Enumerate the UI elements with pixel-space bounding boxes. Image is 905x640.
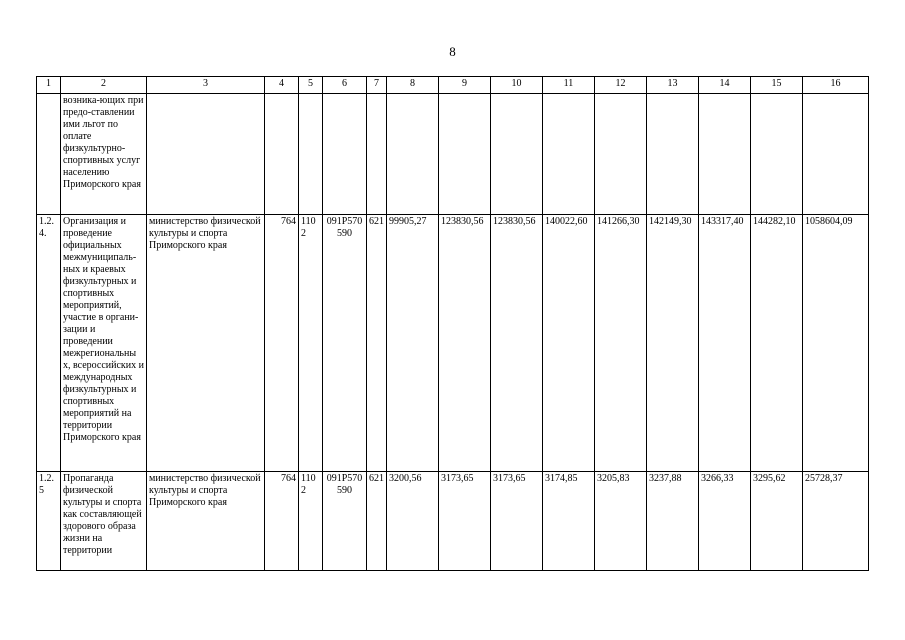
row-vr	[367, 94, 387, 215]
row-value	[699, 94, 751, 215]
row-value: 3205,83	[595, 472, 647, 571]
row-csr: 091Р570 590	[323, 215, 367, 472]
row-value	[439, 94, 491, 215]
row-executor: министерство физической культуры и спорта Приморского края	[147, 472, 265, 571]
row-value: 99905,27	[387, 215, 439, 472]
header-cell: 9	[439, 77, 491, 94]
header-cell: 15	[751, 77, 803, 94]
row-code	[37, 94, 61, 215]
page-number: 8	[449, 44, 456, 59]
table-row	[37, 472, 869, 571]
row-value	[387, 94, 439, 215]
table-row	[37, 94, 869, 215]
row-value: 142149,30	[647, 215, 699, 472]
row-value	[543, 94, 595, 215]
row-code: 1.2.5	[37, 472, 61, 571]
row-name: возника-ющих при предо-ставлении ими льгот по оплате физкультурно-спортивных услуг населению Приморского края	[61, 94, 147, 215]
row-name: Организация и проведение официальных межмуниципаль-ных и краевых физкультурных и спортивных мероприятий, участие в органи-зации и проведении межрегиональны х, всероссийских и международных физкультурных и спортивных мероприятий на территории Приморского края	[61, 215, 147, 472]
row-value: 1058604,09	[803, 215, 869, 472]
budget-table	[36, 76, 869, 571]
row-value: 25728,37	[803, 472, 869, 571]
header-cell: 4	[265, 77, 299, 94]
header-cell: 14	[699, 77, 751, 94]
row-vr: 621	[367, 215, 387, 472]
row-value: 3173,65	[439, 472, 491, 571]
row-grbs	[265, 94, 299, 215]
row-value: 143317,40	[699, 215, 751, 472]
row-rzpr	[299, 94, 323, 215]
row-value: 3200,56	[387, 472, 439, 571]
header-cell: 13	[647, 77, 699, 94]
header-cell: 16	[803, 77, 869, 94]
row-value	[803, 94, 869, 215]
row-executor: министерство физической культуры и спорта Приморского края	[147, 215, 265, 472]
row-vr: 621	[367, 472, 387, 571]
row-value: 3173,65	[491, 472, 543, 571]
row-rzpr: 1102	[299, 215, 323, 472]
row-value: 3174,85	[543, 472, 595, 571]
row-rzpr: 1102	[299, 472, 323, 571]
row-value: 141266,30	[595, 215, 647, 472]
row-value	[751, 94, 803, 215]
row-code: 1.2.4.	[37, 215, 61, 472]
row-value: 123830,56	[491, 215, 543, 472]
row-value	[647, 94, 699, 215]
row-value: 3295,62	[751, 472, 803, 571]
row-value: 3266,33	[699, 472, 751, 571]
row-csr	[323, 94, 367, 215]
header-cell: 6	[323, 77, 367, 94]
header-row	[37, 77, 869, 94]
row-name: Пропаганда физической культуры и спорта как составляющей здорового образа жизни на территории	[61, 472, 147, 571]
header-cell: 5	[299, 77, 323, 94]
header-cell: 11	[543, 77, 595, 94]
header-cell: 7	[367, 77, 387, 94]
table-row	[37, 215, 869, 472]
row-value	[595, 94, 647, 215]
row-executor	[147, 94, 265, 215]
row-value: 3237,88	[647, 472, 699, 571]
row-value: 123830,56	[439, 215, 491, 472]
header-cell: 8	[387, 77, 439, 94]
row-value: 140022,60	[543, 215, 595, 472]
row-value: 144282,10	[751, 215, 803, 472]
header-cell: 3	[147, 77, 265, 94]
row-grbs: 764	[265, 472, 299, 571]
row-value	[491, 94, 543, 215]
row-csr: 091Р570 590	[323, 472, 367, 571]
header-cell: 2	[61, 77, 147, 94]
header-cell: 10	[491, 77, 543, 94]
row-grbs: 764	[265, 215, 299, 472]
header-cell: 1	[37, 77, 61, 94]
header-cell: 12	[595, 77, 647, 94]
